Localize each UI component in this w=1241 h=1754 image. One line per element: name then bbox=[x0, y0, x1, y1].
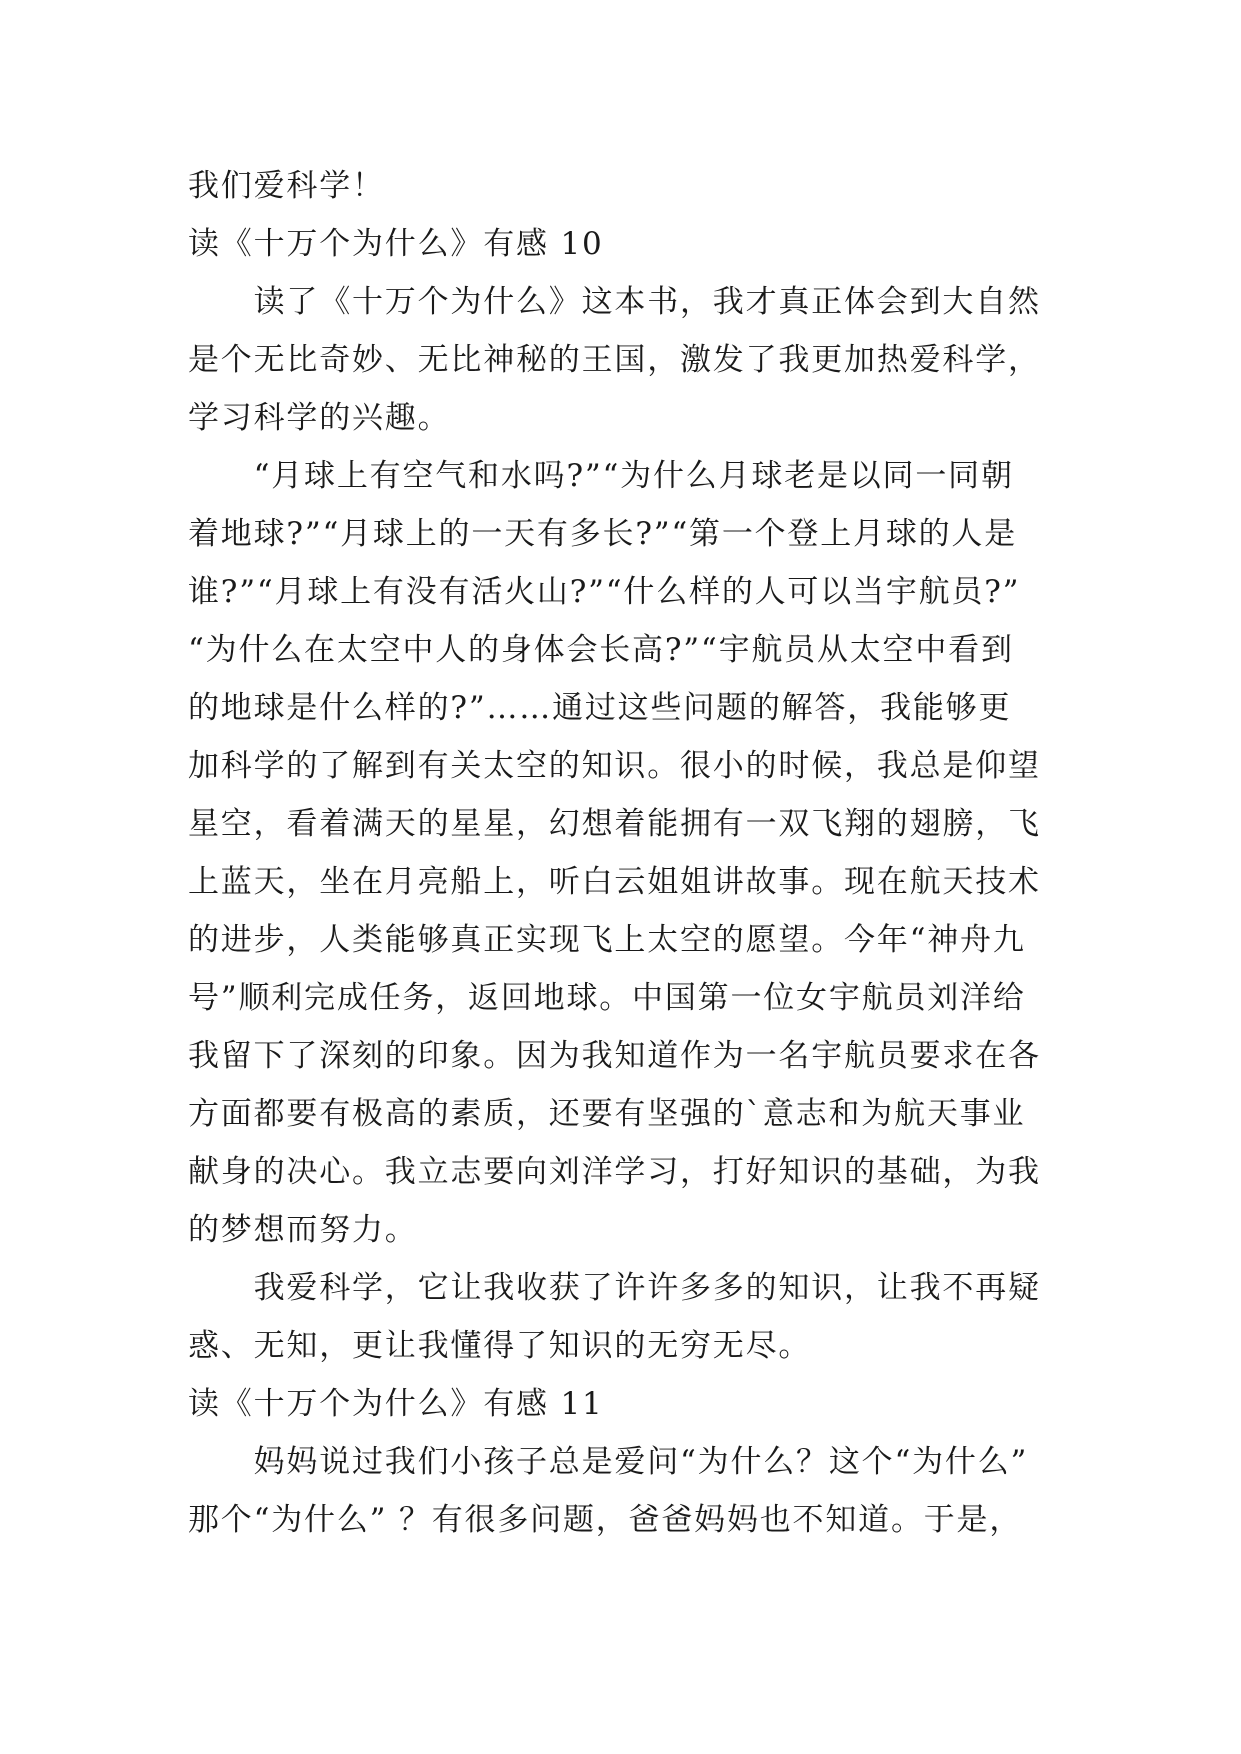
paragraph-line: 我留下了深刻的印象。因为我知道作为一名宇航员要求在各 bbox=[188, 1038, 1041, 1074]
essay-title-10: 读《十万个为什么》有感 10 bbox=[188, 226, 604, 262]
paragraph-line: 的梦想而努力。 bbox=[188, 1212, 418, 1248]
paragraph-line: 着地球?”“月球上的一天有多长?”“第一个登上月球的人是 bbox=[188, 516, 1018, 552]
paragraph-line: 加科学的了解到有关太空的知识。很小的时候，我总是仰望 bbox=[188, 748, 1041, 784]
paragraph-line: 方面都要有极高的素质，还要有坚强的`意志和为航天事业 bbox=[188, 1096, 1026, 1132]
paragraph-line: 的进步，人类能够真正实现飞上太空的愿望。今年“神舟九 bbox=[188, 922, 1026, 958]
paragraph-line: 献身的决心。我立志要向刘洋学习，打好知识的基础，为我 bbox=[188, 1154, 1041, 1190]
paragraph-line: 那个“为什么” ？有很多问题，爸爸妈妈也不知道。于是， bbox=[188, 1502, 1023, 1538]
paragraph-line: “为什么在太空中人的身体会长高?”“宇航员从太空中看到 bbox=[188, 632, 1014, 668]
paragraph-line: “月球上有空气和水吗?”“为什么月球老是以同一同朝 bbox=[188, 458, 1014, 494]
paragraph-line: 妈妈说过我们小孩子总是爱问“为什么？这个“为什么” bbox=[188, 1444, 1029, 1480]
paragraph-line: 读了《十万个为什么》这本书，我才真正体会到大自然 bbox=[188, 284, 1041, 320]
paragraph-line: 我爱科学，它让我收获了许许多多的知识，让我不再疑 bbox=[188, 1270, 1041, 1306]
paragraph-line: 是个无比奇妙、无比神秘的王国，激发了我更加热爱科学， bbox=[188, 342, 1041, 378]
paragraph-line: 我们爱科学！ bbox=[188, 168, 385, 204]
paragraph-line: 号”顺利完成任务，返回地球。中国第一位女宇航员刘洋给 bbox=[188, 980, 1026, 1016]
essay-title-11: 读《十万个为什么》有感 11 bbox=[188, 1386, 604, 1422]
paragraph-line: 学习科学的兴趣。 bbox=[188, 400, 451, 436]
paragraph-line: 星空，看着满天的星星，幻想着能拥有一双飞翔的翅膀，飞 bbox=[188, 806, 1041, 842]
paragraph-line: 惑、无知，更让我懂得了知识的无穷无尽。 bbox=[188, 1328, 812, 1364]
paragraph-line: 谁?”“月球上有没有活火山?”“什么样的人可以当宇航员?” bbox=[188, 574, 1021, 610]
paragraph-line: 上蓝天，坐在月亮船上，听白云姐姐讲故事。现在航天技术 bbox=[188, 864, 1041, 900]
paragraph-line: 的地球是什么样的?”……通过这些问题的解答，我能够更 bbox=[188, 690, 1012, 726]
